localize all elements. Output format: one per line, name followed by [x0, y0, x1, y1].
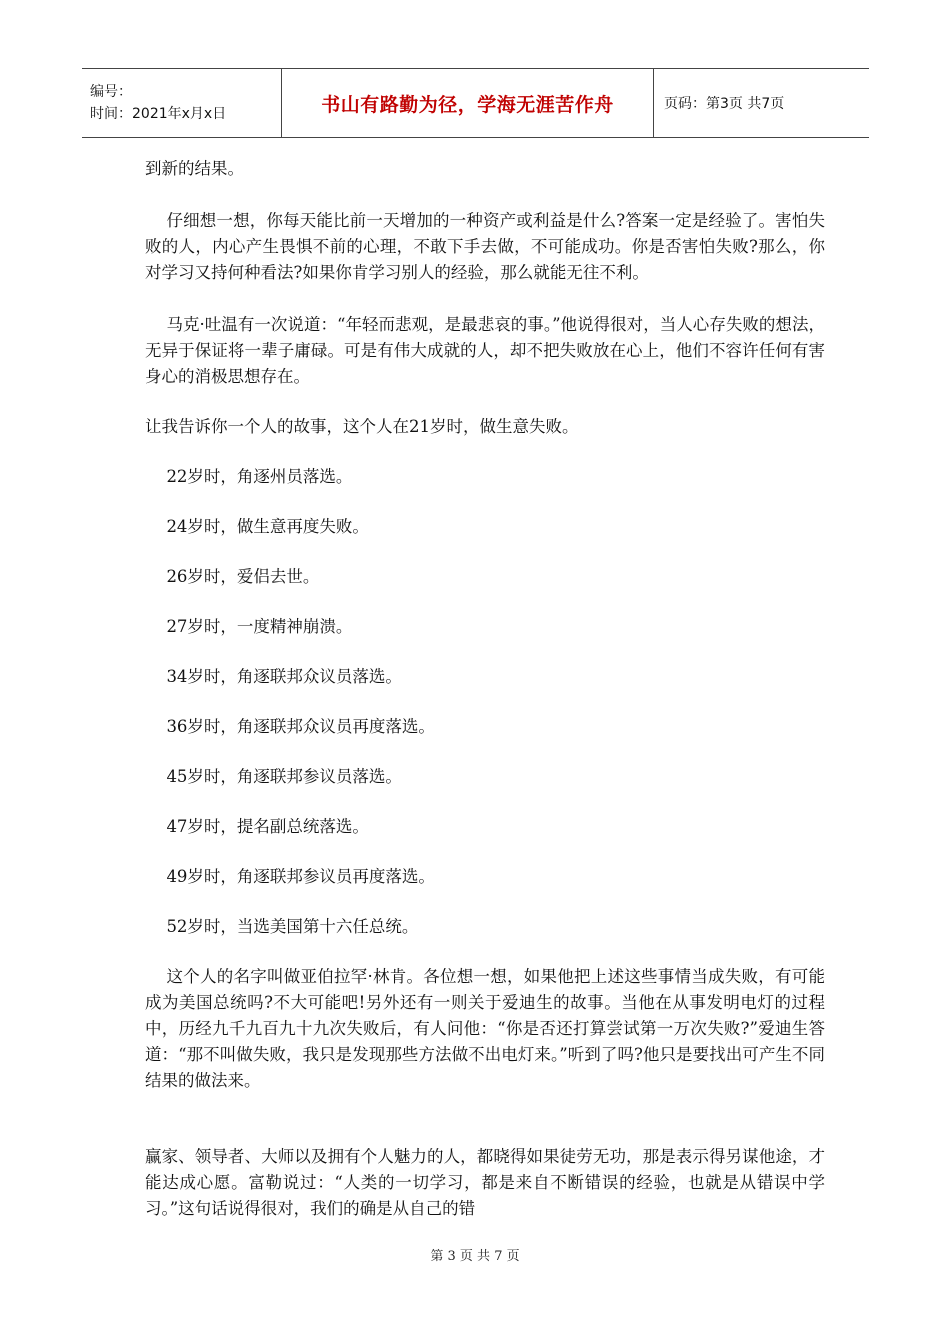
paragraph: 马克·吐温有一次说道：“年轻而悲观，是最悲哀的事。”他说得很对，当人心存失败的想法，无异于保证将一辈子庸碌。可是有伟大成就的人，却不把失败放在心上，他们不容许任何有害身心的消极思想存在。 — [145, 315, 825, 386]
list-item: 36岁时，角逐联邦众议员再度落选。 — [166, 717, 435, 736]
list-item: 24岁时，做生意再度失败。 — [166, 517, 369, 536]
list-item: 22岁时，角逐州员落选。 — [166, 467, 353, 486]
document-body — [145, 156, 825, 1222]
paragraph: 这个人的名字叫做亚伯拉罕·林肯。各位想一想，如果他把上述这些事情当成失败，有可能成为美国总统吗?不大可能吧!另外还有一则关于爱迪生的故事。当他在从事发明电灯的过程中，历经九千九百九十九次失败后，有人问他：“你是否还打算尝试第一万次失败?”爱迪生答道：“那不叫做失败，我只是发现那些方法做不出电灯来。”听到了吗?他只是要找出可产生不同结果的做法来。 — [145, 967, 825, 1090]
page-footer: 第 3 页 共 7 页 — [430, 1249, 520, 1264]
paragraph: 仔细想一想，你每天能比前一天增加的一种资产或利益是什么?答案一定是经验了。害怕失败的人，内心产生畏惧不前的心理，不敢下手去做，不可能成功。你是否害怕失败?那么，你对学习又持何种看法?如果你肯学习别人的经验，那么就能无往不利。 — [145, 211, 825, 282]
paragraph: 到新的结果。 — [145, 159, 244, 178]
number-label: 编号： — [90, 84, 132, 100]
page-info: 页码：第3页 共7页 — [664, 96, 785, 112]
header-page-cell — [654, 69, 869, 137]
header-meta — [82, 69, 282, 137]
header-motto-cell — [282, 69, 654, 137]
paragraph: 赢家、领导者、大师以及拥有个人魅力的人，都晓得如果徒劳无功，那是表示得另谋他途，才能达成心愿。富勒说过：“人类的一切学习，都是来自不断错误的经验，也就是从错误中学习。”这句话说得很对，我们的确是从自己的错 — [145, 1147, 825, 1218]
list-item: 34岁时，角逐联邦众议员落选。 — [166, 667, 402, 686]
list-item: 27岁时，一度精神崩溃。 — [166, 617, 353, 636]
list-item: 45岁时，角逐联邦参议员落选。 — [166, 767, 402, 786]
list-item: 49岁时，角逐联邦参议员再度落选。 — [166, 867, 435, 886]
list-item: 52岁时，当选美国第十六任总统。 — [166, 917, 419, 936]
list-item: 26岁时，爱侣去世。 — [166, 567, 320, 586]
page-header — [82, 68, 869, 138]
paragraph: 让我告诉你一个人的故事，这个人在21岁时，做生意失败。 — [145, 417, 579, 436]
date-label: 时间：2021年x月x日 — [90, 106, 227, 122]
motto: 书山有路勤为径，学海无涯苦作舟 — [321, 93, 614, 116]
list-item: 47岁时，提名副总统落选。 — [166, 817, 369, 836]
